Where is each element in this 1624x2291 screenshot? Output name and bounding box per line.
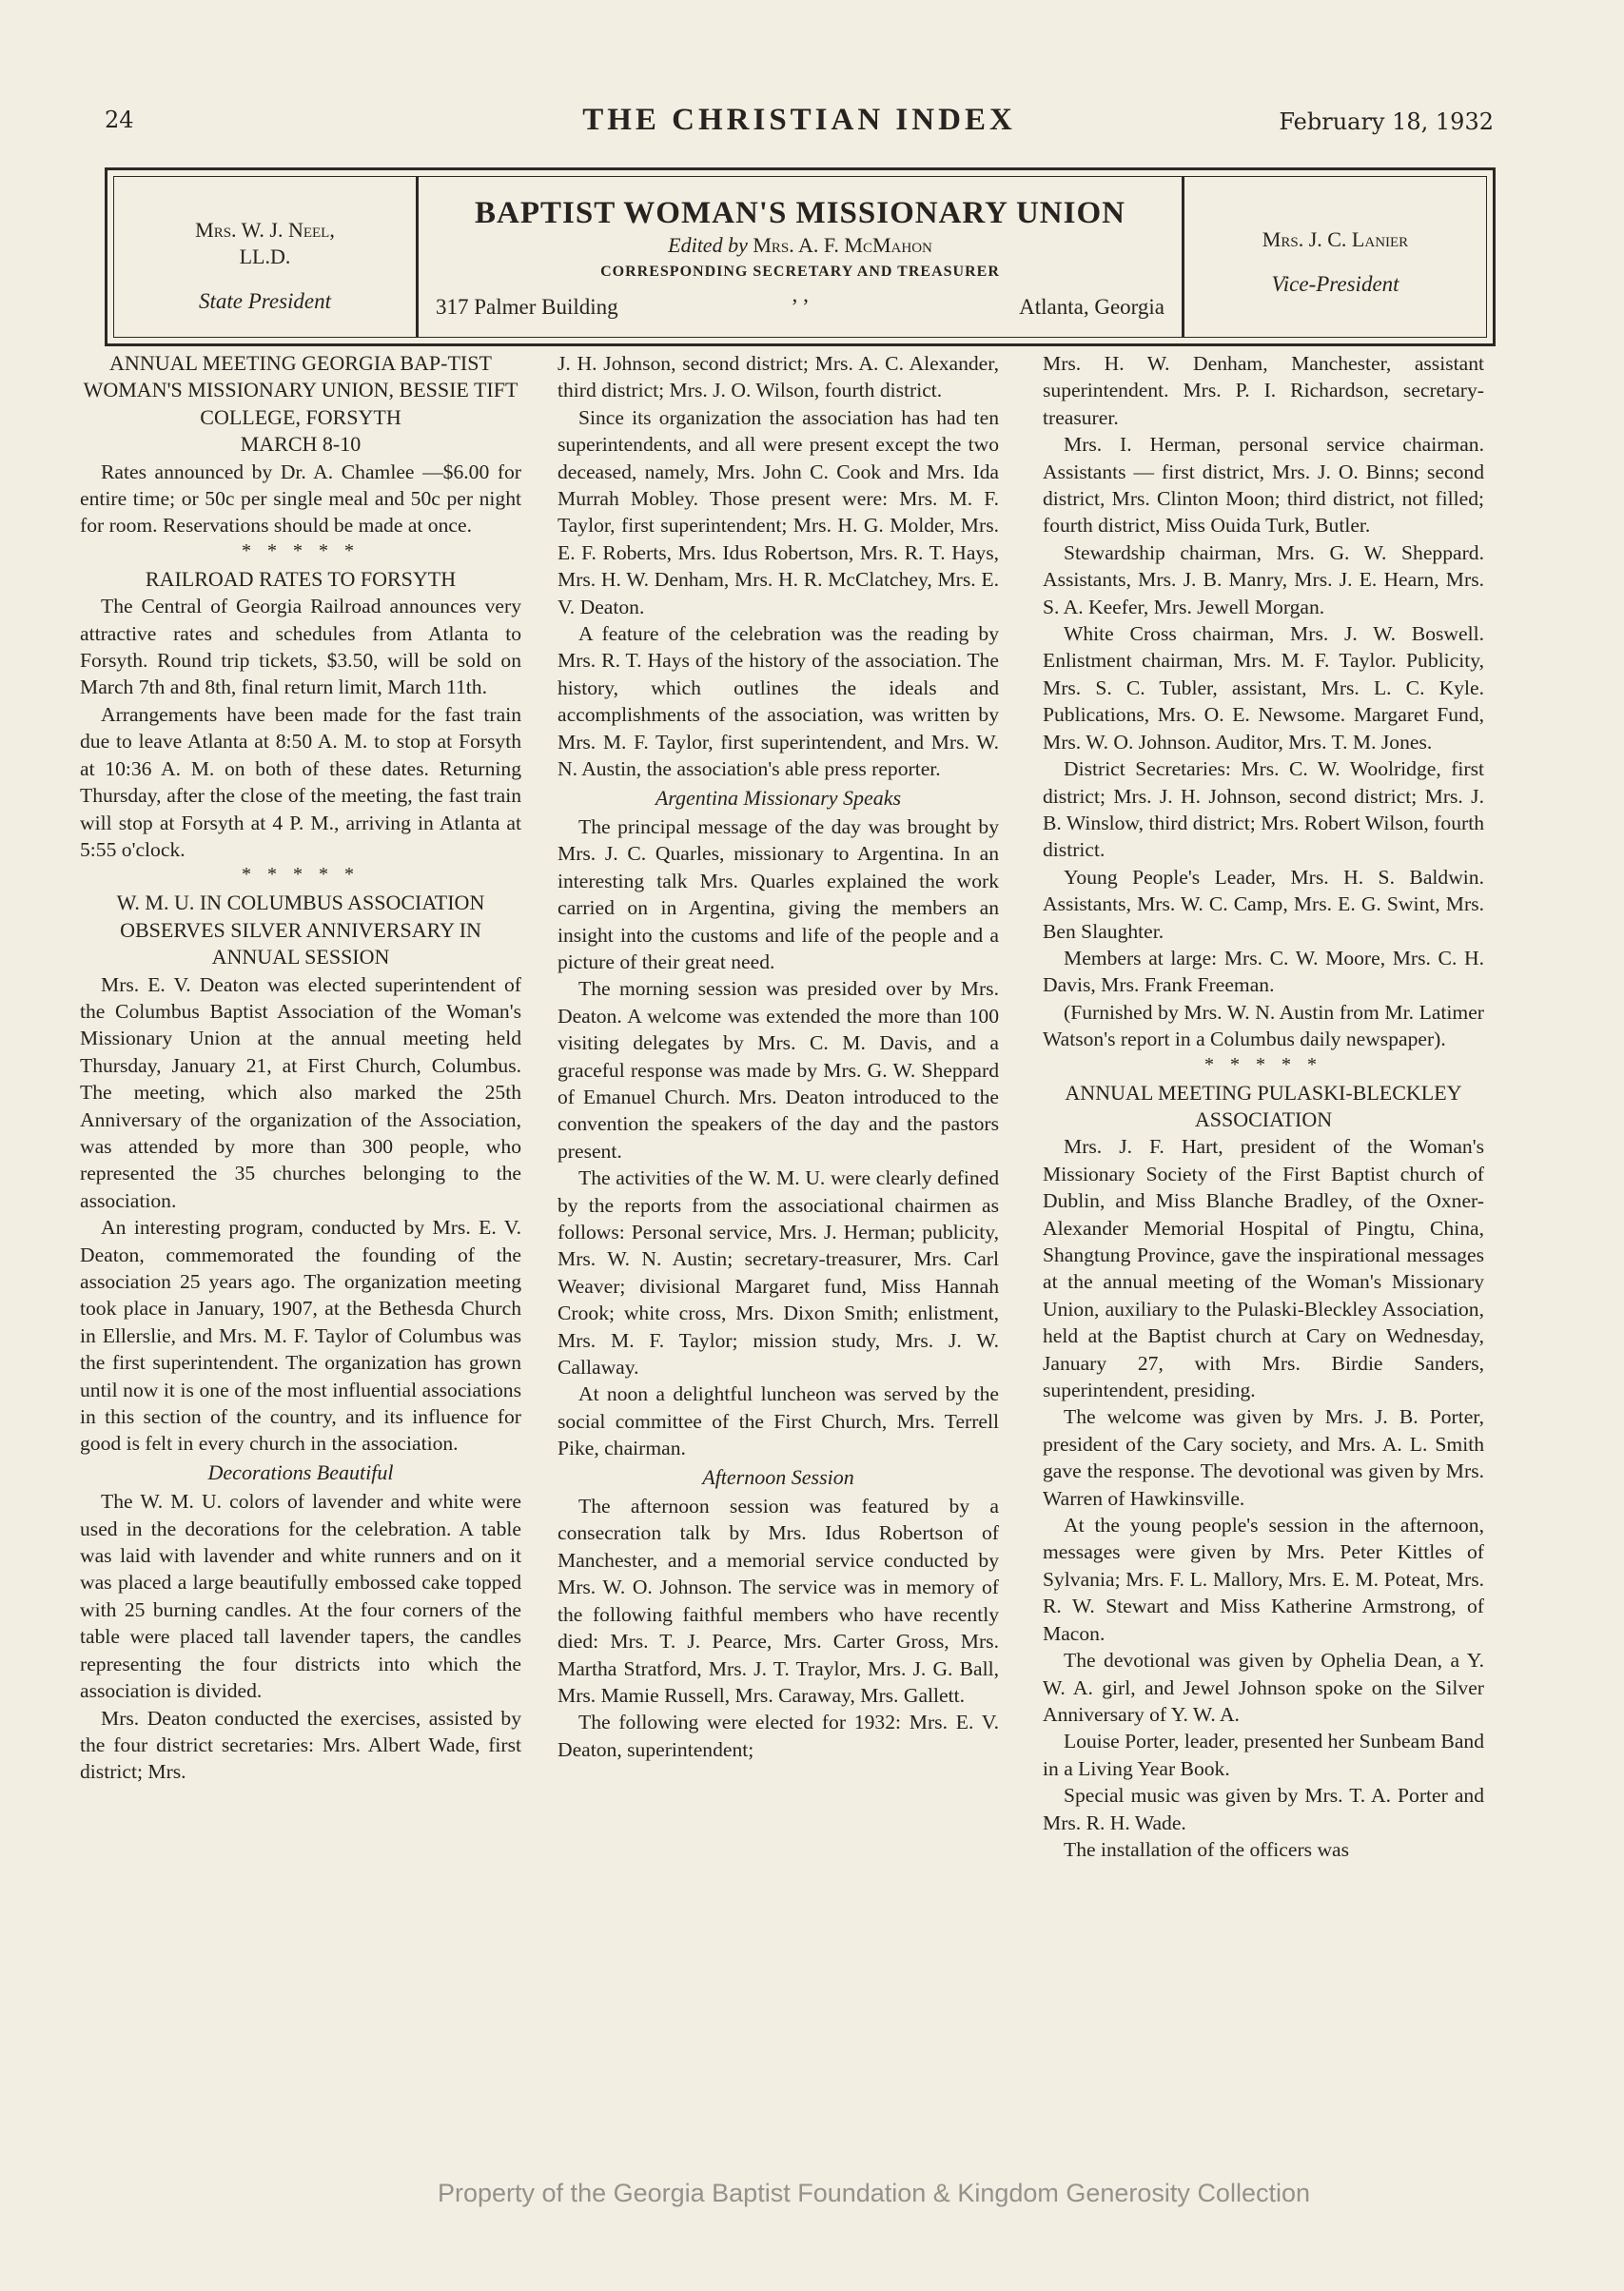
paragraph: White Cross chairman, Mrs. J. W. Boswell. Enlistment chairman, Mrs. M. F. Taylor. Publicity, Mrs. S. C. Tubler, assistant, Mrs. L. C. Kyle. Publications, Mrs. O. E. Newsome. Margaret Fund, Mrs. W. O. Johnson. Auditor, Mrs. T. M. Jones. <box>1043 622 1484 754</box>
paragraph: Arrangements have been made for the fast train due to leave Atlanta at 8:50 A. M. to stop at Forsyth at 10:36 A. M. on both of these dates. Returning Thursday, after the close of the meeting, the fast train will stop at Forsyth at 4 P. M., arriving in Atlanta at 5:55 o'clock. <box>80 702 521 861</box>
column-1 <box>80 350 521 1786</box>
masthead-center-panel <box>421 177 1180 337</box>
paragraph: Special music was given by Mrs. T. A. Porter and Mrs. R. H. Wade. <box>1043 1784 1484 1834</box>
issue-date: February 18, 1932 <box>1279 108 1494 135</box>
article-columns <box>80 350 1497 2205</box>
paragraph: Rates announced by Dr. A. Chamlee —$6.00 for entire time; or 50c per single meal and 50c per night for room. Reservations should be made at once. <box>80 460 521 538</box>
paragraph: J. H. Johnson, second district; Mrs. A. C. Alexander, third district; Mrs. J. O. Wilson, fourth district. <box>558 352 999 402</box>
subhead-afternoon-session: Afternoon Session <box>702 1464 854 1489</box>
paragraph: Louise Porter, leader, presented her Sunbeam Band in a Living Year Book. <box>1043 1730 1484 1780</box>
headline-pulaski-bleckley: ANNUAL MEETING PULASKI-BLECKLEY ASSOCIATION <box>1065 1080 1462 1131</box>
paragraph: The morning session was presided over by Mrs. Deaton. A welcome was extended the more than 100 visiting delegates by Mrs. C. M. Davis, and a graceful response was made by Mrs. G. W. Sheppard of Emanuel Church. Mrs. Deaton introduced to the convention the speakers of the day and the pastors present. <box>558 977 999 1163</box>
running-header <box>105 103 1494 141</box>
paragraph: Members at large: Mrs. C. W. Moore, Mrs. C. H. Davis, Mrs. Frank Freeman. <box>1043 946 1484 997</box>
section-divider: * * * * * <box>1204 1053 1322 1075</box>
subhead-argentina: Argentina Missionary Speaks <box>655 785 902 810</box>
paragraph: Mrs. J. F. Hart, president of the Woman's Missionary Society of the First Baptist church of Dublin, and Miss Blanche Bradley, of the Oxner-Alexander Memorial Hospital of Pingtu, China, Shangtung Province, gave the inspirational messages at the annual meeting of the Woman's Missionary Union, auxiliary to the Pulaski-Bleckley Association, held at the Baptist church at Cary on Wednesday, January 27, with Mrs. Birdie Sanders, superintendent, presiding. <box>1043 1135 1484 1402</box>
column-2 <box>558 350 999 1763</box>
collection-watermark: Property of the Georgia Baptist Foundation & Kingdom Generosity Collection <box>438 2179 1310 2207</box>
corresponding-title: CORRESPONDING SECRETARY AND TREASURER <box>600 264 1000 280</box>
masthead-right-panel <box>1182 177 1486 337</box>
paragraph: The Central of Georgia Railroad announces very attractive rates and schedules from Atlanta to Forsyth. Round trip tickets, $3.50, will be sold on March 7th and 8th, final return limit, March 11th. <box>80 595 521 699</box>
vice-president-name: Mrs. J. C. Lanier <box>1262 227 1409 251</box>
address-separator: ’ ’ <box>791 295 810 319</box>
paragraph: The devotional was given by Ophelia Dean, a Y. W. A. girl, and Jewel Johnson spoke on the Silver Anniversary of Y. W. A. <box>1043 1649 1484 1726</box>
state-president-name: Mrs. W. J. Neel, <box>195 218 335 242</box>
paragraph: The afternoon session was featured by a consecration talk by Mrs. Idus Robertson of Manchester, and a memorial service conducted by Mrs. W. O. Johnson. The service was in memory of the following faithful members who have recently died: Mrs. T. J. Pearce, Mrs. Carter Gross, Mrs. Martha Stratford, Mrs. J. T. Traylor, Mrs. J. G. Ball, Mrs. Mamie Russell, Mrs. Caraway, Mrs. Gallett. <box>558 1495 999 1707</box>
publication-title: THE CHRISTIAN INDEX <box>582 103 1016 137</box>
section-divider: * * * * * <box>242 864 360 886</box>
paragraph: Stewardship chairman, Mrs. G. W. Sheppard. Assistants, Mrs. J. B. Manry, Mrs. J. E. Hearn, Mrs. S. A. Keefer, Mrs. Jewell Morgan. <box>1043 540 1484 618</box>
paragraph: District Secretaries: Mrs. C. W. Woolridge, first district; Mrs. J. H. Johnson, second district; Mrs. J. B. Winslow, third district; Mrs. Robert Wilson, fourth district. <box>1043 757 1484 862</box>
section-title: BAPTIST WOMAN'S MISSIONARY UNION <box>475 196 1125 230</box>
masthead-box <box>105 167 1496 346</box>
subhead-decorations: Decorations Beautiful <box>207 1459 394 1484</box>
headline-railroad-rates: RAILROAD RATES TO FORSYTH <box>145 566 457 591</box>
paragraph: A feature of the celebration was the reading by Mrs. R. T. Hays of the history of the association. The history, which outlines the ideals and accomplishments of the association, was written by Mrs. M. F. Taylor, first superintendent, and Mrs. W. N. Austin, the association's able press reporter. <box>558 622 999 781</box>
state-president-degree: LL.D. <box>239 245 291 268</box>
paragraph: Mrs. Deaton conducted the exercises, assisted by the four district secretaries: Mrs. Albert Wade, first district; Mrs. <box>80 1706 521 1784</box>
paragraph: Mrs. H. W. Denham, Manchester, assistant superintendent. Mrs. P. I. Richardson, secretary-treasurer. <box>1043 352 1484 429</box>
page-number: 24 <box>105 107 134 133</box>
paragraph: Mrs. E. V. Deaton was elected superintendent of the Columbus Baptist Association of the Woman's Missionary Union at the annual meeting held Thursday, January 21, at First Church, Columbus. The meeting, which also marked the 25th Anniversary of the organization of the Association, was attended by more than 300 people, who represented the 35 churches belonging to the association. <box>80 972 521 1212</box>
address-city: Atlanta, Georgia <box>1019 295 1164 319</box>
editor-prefix: Edited by <box>668 233 748 257</box>
vice-president-role: Vice-President <box>1271 272 1399 296</box>
paragraph: Mrs. I. Herman, personal service chairman. Assistants — first district, Mrs. J. O. Binns; second district, Mrs. Clinton Moon; third district, not filled; fourth district, Miss Ouida Turk, Butler. <box>1043 433 1484 538</box>
paragraph: The principal message of the day was brought by Mrs. J. C. Quarles, missionary to Argentina. In an interesting talk Mrs. Quarles explained the work carried on in Argentina, giving the members an insight into the customs and life of the people and a picture of their great need. <box>558 814 999 973</box>
headline-annual-meeting-date: MARCH 8-10 <box>240 432 362 457</box>
paragraph: Young People's Leader, Mrs. H. S. Baldwin. Assistants, Mrs. W. C. Camp, Mrs. E. G. Swint, Mrs. Ben Slaughter. <box>1043 865 1484 943</box>
paragraph: The following were elected for 1932: Mrs. E. V. Deaton, superintendent; <box>558 1711 999 1761</box>
address-building: 317 Palmer Building <box>436 295 618 319</box>
paragraph: Since its organization the association has had ten superintendents, and all were present except the two deceased, namely, Mrs. John C. Cook and Mrs. Ida Murrah Mobley. Those present were: Mrs. M. F. Taylor, first superintendent; Mrs. H. G. Molder, Mrs. E. F. Roberts, Mrs. Idus Robertson, Mrs. R. T. Hays, Mrs. H. W. Denham, Mrs. H. R. McClatchey, Mrs. E. V. Deaton. <box>558 405 999 618</box>
paragraph: At the young people's session in the afternoon, messages were given by Mrs. Peter Kittles of Sylvania; Mrs. F. L. Mallory, Mrs. E. M. Poteat, Mrs. R. W. Stewart and Miss Katherine Armstrong, of Macon. <box>1043 1514 1484 1645</box>
paragraph: At noon a delightful luncheon was served by the social committee of the First Church, Mrs. Terrell Pike, chairman. <box>558 1382 999 1460</box>
state-president-role: State President <box>198 289 332 313</box>
headline-columbus-association: W. M. U. IN COLUMBUS ASSOCIATION OBSERVES SILVER ANNIVERSARY IN ANNUAL SESSION <box>116 891 485 969</box>
editor-line <box>421 233 1180 258</box>
column-3 <box>1043 350 1484 1863</box>
masthead-left-panel <box>114 177 419 337</box>
paragraph: The activities of the W. M. U. were clearly defined by the reports from the associational chairmen as follows: Personal service, Mrs. J. Herman; publicity, Mrs. W. N. Austin; secretary-treasurer, Mrs. Carl Weaver; divisional Margaret fund, Miss Hannah Crook; white cross, Mrs. Dixon Smith; enlistment, Mrs. M. F. Taylor; mission study, Mrs. J. W. Callaway. <box>558 1166 999 1380</box>
paragraph: The W. M. U. colors of lavender and white were used in the decorations for the celebration. A table was laid with lavender and white runners and on it was placed a large beautifully embossed cake topped with 25 burning candles. At the four corners of the table were placed tall lavender tapers, the candles representing the four districts into which the association is divided. <box>80 1490 521 1703</box>
paragraph: An interesting program, conducted by Mrs. E. V. Deaton, commemorated the founding of the association 25 years ago. The organization meeting took place in January, 1907, at the Bethesda Church in Ellerslie, and Mrs. M. F. Taylor of Columbus was the first superintendent. The organization has grown until now it is one of the most influential associations in this section of the country, and its influence for good is felt in every church in the association. <box>80 1216 521 1456</box>
headline-annual-meeting: ANNUAL MEETING GEORGIA BAP-TIST WOMAN'S MISSIONARY UNION, BESSIE TIFT COLLEGE, FORSYTH <box>83 351 519 429</box>
paragraph: The installation of the officers was <box>1064 1837 1350 1861</box>
paragraph: (Furnished by Mrs. W. N. Austin from Mr. Latimer Watson's report in a Columbus daily newspaper). <box>1043 1000 1484 1051</box>
paragraph: The welcome was given by Mrs. J. B. Porter, president of the Cary society, and Mrs. A. L. Smith gave the response. The devotional was given by Mrs. Warren of Hawkinsville. <box>1043 1405 1484 1510</box>
section-divider: * * * * * <box>242 539 360 561</box>
editor-name: Mrs. A. F. McMahon <box>753 233 932 257</box>
